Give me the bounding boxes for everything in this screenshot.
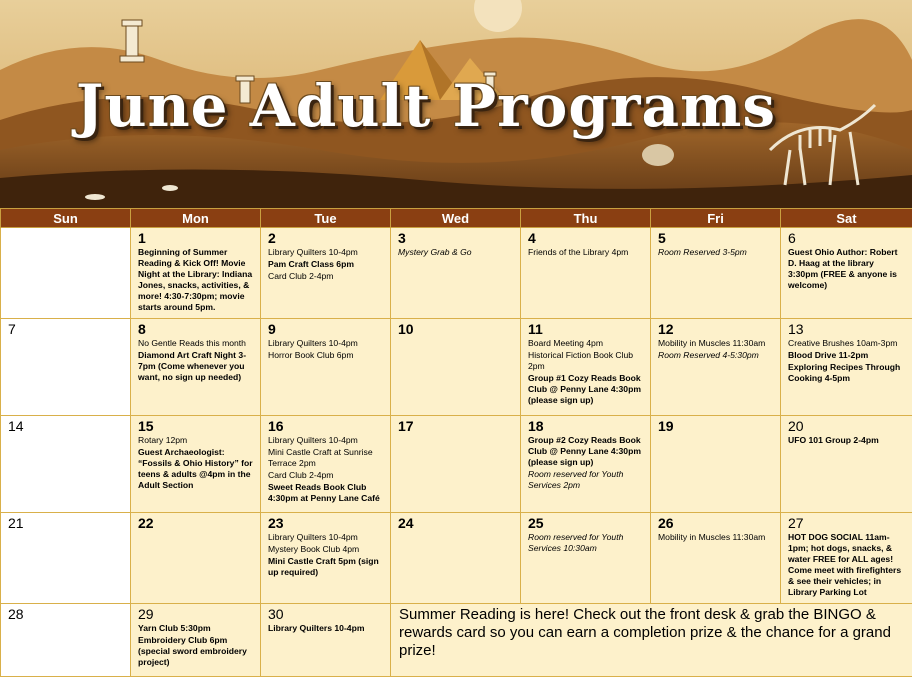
event-item: Yarn Club 5:30pm [138,623,211,634]
event-item: Library Quilters 10-4pm [268,247,358,257]
calendar-day-cell [131,319,261,415]
weekday-header: Thu [521,209,651,228]
event-item: Board Meeting 4pm [528,338,603,349]
event-item: Guest Archaeologist: “Fossils & Ohio History” for teens & adults @4pm in the Adult Section [138,446,253,490]
day-number: 7 [8,321,16,338]
day-number: 16 [268,417,284,434]
weekday-header: Sat [781,209,912,228]
calendar-day-cell [651,512,781,603]
day-number: 19 [658,417,674,434]
calendar-week-row [1,415,912,512]
day-number: 25 [528,514,544,531]
calendar-day-cell [1,415,131,512]
day-number: 21 [8,514,24,531]
event-item: Room reserved for Youth Services 10:30am [528,531,624,553]
event-item: Mystery Grab & Go [398,247,472,257]
calendar-week-row [1,228,912,319]
day-number: 5 [658,230,666,246]
calendar-day-cell [391,512,521,603]
header-banner [0,0,912,208]
event-item: Guest Ohio Author: Robert D. Haag at the library 3:30pm (FREE & anyone is welcome) [788,247,898,290]
weekday-header: Sun [1,209,131,228]
day-number: 15 [138,417,154,434]
event-item: Embroidery Club 6pm (special sword embroidery project) [138,635,247,668]
event-item: Library Quilters 10-4pm [268,338,358,349]
day-number: 23 [268,514,284,531]
event-item: Blood Drive 11-2pm [788,350,869,361]
calendar-day-cell [261,228,391,319]
event-item: Mini Castle Craft at Sunrise Terrace 2pm [268,446,373,468]
day-number: 8 [138,321,146,338]
day-number: 14 [8,417,24,434]
calendar-day-cell [131,228,261,319]
day-number: 11 [528,321,543,338]
event-item: Diamond Art Craft Night 3-7pm (Come whenever you want, no sign up needed) [138,350,247,383]
event-item: Friends of the Library 4pm [528,247,629,257]
calendar-day-cell [261,604,391,677]
event-item: Mystery Book Club 4pm [268,543,360,554]
event-item: UFO 101 Group 2-4pm [788,434,879,445]
event-item: Card Club 2-4pm [268,469,334,480]
event-item: Historical Fiction Book Club 2pm [528,350,634,372]
calendar-day-cell [781,512,912,603]
day-number: 6 [788,230,796,246]
calendar-day-cell [391,415,521,512]
calendar-day-cell [1,319,131,415]
page-title: June Adult Programs [75,72,777,140]
calendar-day-cell [391,319,521,415]
calendar-day-cell [1,604,131,677]
day-number: 24 [398,514,414,531]
event-item: Rotary 12pm [138,434,188,445]
event-item: Library Quilters 10-4pm [268,531,358,542]
weekday-header: Fri [651,209,781,228]
day-number: 12 [658,321,674,338]
calendar-day-cell [521,512,651,603]
day-number: 27 [788,514,804,531]
calendar-week-row [1,512,912,603]
event-item: Library Quilters 10-4pm [268,623,365,634]
day-number: 30 [268,606,284,623]
event-item: Library Quilters 10-4pm [268,434,358,445]
event-item: Room Reserved 3-5pm [658,247,747,257]
event-item: Sweet Reads Book Club 4:30pm at Penny Lane Café [268,481,380,503]
weekday-header: Mon [131,209,261,228]
calendar-day-cell [781,415,912,512]
calendar-day-cell [781,228,912,319]
day-number: 4 [528,230,536,246]
event-item: Group #1 Cozy Reads Book Club @ Penny Lane 4:30pm (please sign up) [528,373,641,406]
day-number: 10 [398,321,414,338]
day-number: 17 [398,417,414,434]
calendar-day-cell [131,604,261,677]
calendar-day-cell [781,319,912,415]
calendar-day-cell [521,319,651,415]
event-item: Room reserved for Youth Services 2pm [528,468,624,490]
event-item: Card Club 2-4pm [268,271,334,281]
day-number: 9 [268,321,276,338]
calendar-day-cell [391,228,521,319]
calendar-day-cell [1,228,131,319]
calendar-day-cell [1,512,131,603]
calendar-day-cell [521,415,651,512]
calendar-day-cell [651,415,781,512]
day-number: 28 [8,606,24,623]
event-item: HOT DOG SOCIAL 11am-1pm; hot dogs, snacks, & water FREE for ALL ages! Come meet with firefighters & see their vehicles; in Library Parking Lot [788,531,902,597]
day-number: 13 [788,321,804,338]
calendar-day-cell [651,319,781,415]
calendar-day-cell [261,319,391,415]
day-number: 20 [788,417,804,434]
day-number: 2 [268,230,276,246]
day-number: 1 [138,230,146,246]
event-item: Group #2 Cozy Reads Book Club @ Penny Lane 4:30pm (please sign up) [528,434,641,467]
day-number: 3 [398,230,406,246]
day-number: 22 [138,514,154,531]
calendar-day-cell [261,512,391,603]
calendar-week-row [1,604,912,677]
day-number: 18 [528,417,544,434]
weekday-header: Wed [391,209,521,228]
event-item: Mobility in Muscles 11:30am [658,338,766,349]
event-item: No Gentle Reads this month [138,338,246,349]
calendar-day-cell [521,228,651,319]
weekday-header-row [1,209,912,228]
event-item: Exploring Recipes Through Cooking 4-5pm [788,362,901,384]
calendar-day-cell [131,512,261,603]
event-item: Horror Book Club 6pm [268,350,354,361]
event-item: Beginning of Summer Reading & Kick Off! Movie Night at the Library: Indiana Jones, snacks, activities, & more! 4:30-7:30pm; movie starts around 5pm. [138,247,253,312]
event-item: Pam Craft Class 6pm [268,259,354,269]
event-item: Mini Castle Craft 5pm (sign up required) [268,555,379,577]
calendar-week-row [1,319,912,415]
calendar-grid [0,208,912,677]
event-item: Room Reserved 4-5:30pm [658,350,759,361]
day-number: 26 [658,514,674,531]
event-item: Mobility in Muscles 11:30am [658,531,766,542]
event-item: Creative Brushes 10am-3pm [788,338,898,349]
summer-reading-note: Summer Reading is here! Check out the front desk & grab the BINGO & rewards card so you can earn a completion prize & the chance for a grand prize! [391,604,912,677]
calendar-day-cell [651,228,781,319]
day-number: 29 [138,606,154,623]
weekday-header: Tue [261,209,391,228]
calendar-day-cell [261,415,391,512]
calendar-day-cell [131,415,261,512]
